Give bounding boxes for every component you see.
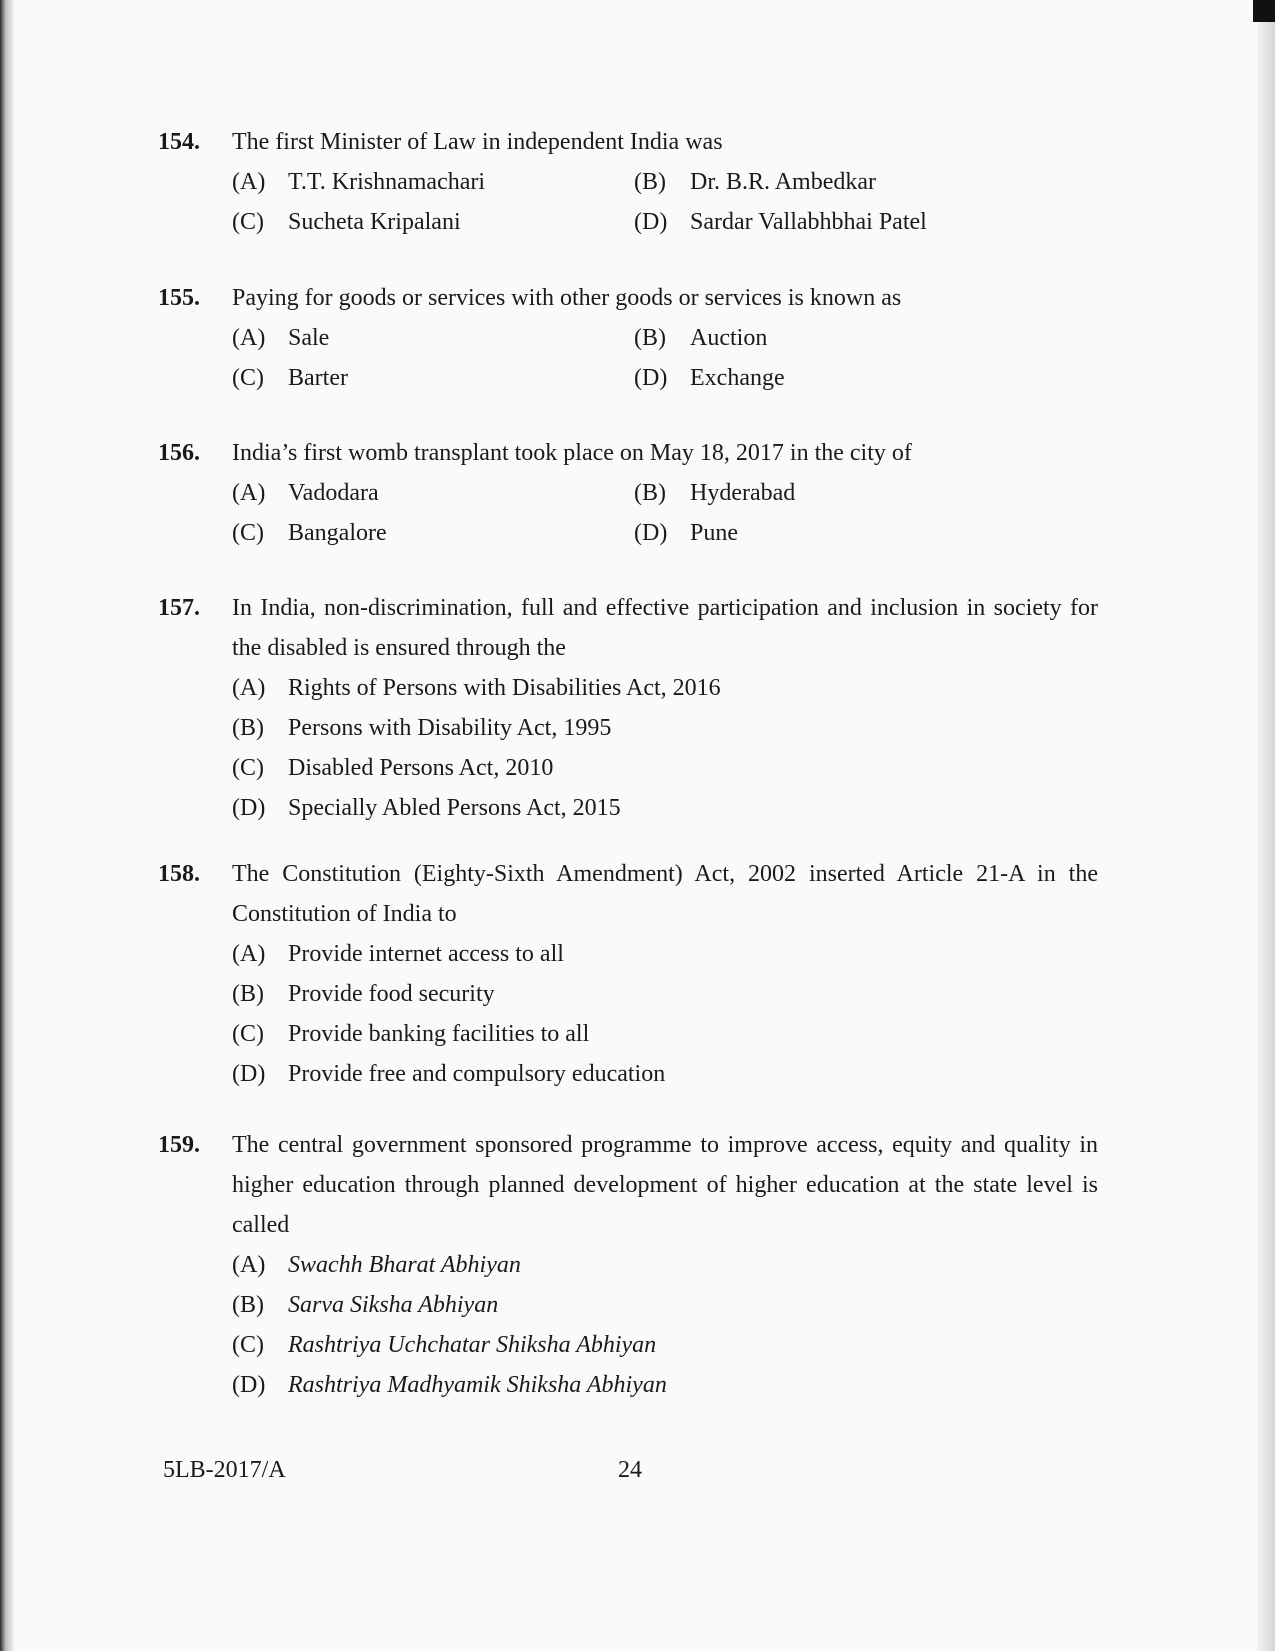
option-text: Sardar Vallabhbhai Patel [690, 209, 927, 235]
option-letter: (C) [232, 365, 264, 391]
option-letter: (D) [634, 365, 668, 391]
option-c [232, 1014, 1098, 1054]
option-text: Barter [288, 365, 348, 391]
scan-edge-left [0, 0, 14, 1651]
option-letter: (A) [232, 169, 266, 195]
option-text: Specially Abled Persons Act, 2015 [288, 795, 621, 821]
question-155 [158, 278, 1098, 398]
question-text: The central government sponsored programme to improve access, equity and quality in higher education through planned development of higher education at the state level is called [232, 1132, 1098, 1238]
options [232, 318, 1098, 398]
option-d [232, 1365, 1098, 1405]
option-letter: (D) [232, 1372, 266, 1398]
option-letter: (B) [634, 480, 666, 506]
question-158 [158, 854, 1098, 1094]
question-text: The Constitution (Eighty-Sixth Amendment) Act, 2002 inserted Article 21-A in the Constitution of India to [232, 861, 1098, 927]
option-letter: (A) [232, 941, 266, 967]
question-159 [158, 1125, 1098, 1405]
option-letter: (C) [232, 1332, 264, 1358]
option-letter: (B) [634, 325, 666, 351]
option-text: Provide banking facilities to all [288, 1021, 590, 1047]
option-text: Sarva Siksha Abhiyan [288, 1292, 499, 1318]
question-number: 159. [158, 1132, 200, 1158]
option-letter: (A) [232, 325, 266, 351]
option-d [634, 513, 1054, 553]
option-d [634, 358, 1054, 398]
option-letter: (D) [634, 209, 668, 235]
question-number: 157. [158, 595, 200, 621]
option-text: Disabled Persons Act, 2010 [288, 755, 554, 781]
question-number: 154. [158, 129, 200, 155]
option-letter: (A) [232, 1252, 266, 1278]
option-text: Rashtriya Uchchatar Shiksha Abhiyan [288, 1332, 657, 1358]
option-text: Sale [288, 325, 330, 351]
question-number: 158. [158, 861, 200, 887]
option-c [232, 202, 634, 242]
option-letter: (B) [232, 981, 264, 1007]
option-text: Swachh Bharat Abhiyan [288, 1252, 521, 1278]
option-text: Sucheta Kripalani [288, 209, 461, 235]
option-text: Hyderabad [690, 480, 796, 506]
question-text: In India, non-discrimination, full and effective participation and inclusion in society for the disabled is ensured through the [232, 595, 1098, 661]
option-c [232, 1325, 1098, 1365]
option-d [634, 202, 1054, 242]
paper-code: 5LB-2017/A [163, 1457, 286, 1483]
question-text: The first Minister of Law in independent India was [232, 129, 723, 155]
option-letter: (B) [232, 1292, 264, 1318]
option-text: Rights of Persons with Disabilities Act, 2016 [288, 675, 721, 701]
option-d [232, 1054, 1098, 1094]
option-a [232, 318, 634, 358]
option-a [232, 1245, 1098, 1285]
options [232, 668, 1098, 828]
option-a [232, 162, 634, 202]
option-b [634, 473, 1054, 513]
option-b [232, 974, 1098, 1014]
option-text: Exchange [690, 365, 785, 391]
option-a [232, 934, 1098, 974]
option-letter: (D) [232, 795, 266, 821]
scan-corner [1253, 0, 1275, 22]
option-letter: (B) [232, 715, 264, 741]
option-text: Provide internet access to all [288, 941, 564, 967]
option-text: Provide free and compulsory education [288, 1061, 666, 1087]
question-number: 156. [158, 440, 200, 466]
option-letter: (C) [232, 520, 264, 546]
question-156 [158, 433, 1098, 553]
options [232, 473, 1098, 553]
question-157 [158, 588, 1098, 828]
option-a [232, 473, 634, 513]
option-letter: (B) [634, 169, 666, 195]
option-b [232, 1285, 1098, 1325]
option-letter: (C) [232, 1021, 264, 1047]
option-text: Persons with Disability Act, 1995 [288, 715, 612, 741]
option-letter: (A) [232, 675, 266, 701]
option-c [232, 358, 634, 398]
option-text: Dr. B.R. Ambedkar [690, 169, 876, 195]
options [232, 1245, 1098, 1405]
option-text: Pune [690, 520, 738, 546]
question-154 [158, 122, 1098, 242]
options [232, 162, 1098, 242]
option-text: Provide food security [288, 981, 495, 1007]
option-letter: (C) [232, 755, 264, 781]
option-text: T.T. Krishnamachari [288, 169, 486, 195]
page-number: 24 [618, 1457, 642, 1483]
option-c [232, 513, 634, 553]
scan-edge-right [1257, 0, 1275, 1651]
option-text: Vadodara [288, 480, 379, 506]
option-letter: (D) [232, 1061, 266, 1087]
option-c [232, 748, 1098, 788]
option-letter: (D) [634, 520, 668, 546]
options [232, 934, 1098, 1094]
option-d [232, 788, 1098, 828]
option-a [232, 668, 1098, 708]
question-text: Paying for goods or services with other goods or services is known as [232, 285, 902, 311]
question-text: India’s first womb transplant took place on May 18, 2017 in the city of [232, 440, 912, 466]
option-text: Bangalore [288, 520, 387, 546]
question-number: 155. [158, 285, 200, 311]
option-letter: (A) [232, 480, 266, 506]
option-b [634, 162, 1054, 202]
option-b [634, 318, 1054, 358]
option-letter: (C) [232, 209, 264, 235]
option-text: Auction [690, 325, 768, 351]
option-text: Rashtriya Madhyamik Shiksha Abhiyan [288, 1372, 667, 1398]
option-b [232, 708, 1098, 748]
